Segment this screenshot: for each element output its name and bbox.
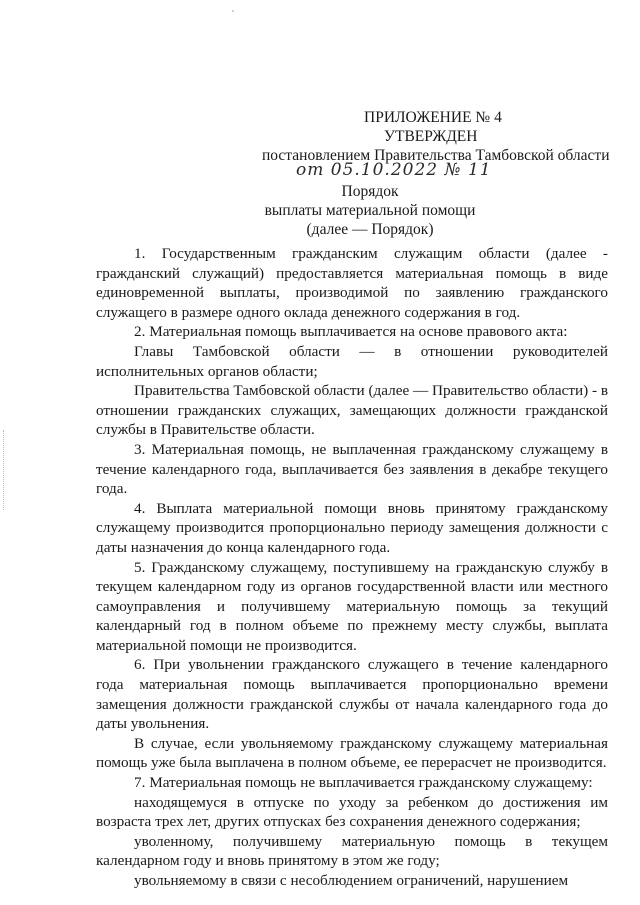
handwritten-date-number: от 05.10.2022 № 11 <box>296 160 492 180</box>
paragraph: В случае, если увольняемому гражданскому служащему материальная помощь уже была выплачена в полном объеме, ее перерасчет не производится. <box>96 734 608 772</box>
doc-title: Порядок <box>341 183 399 200</box>
document-body <box>96 244 608 891</box>
appendix-number: ПРИЛОЖЕНИЕ № 4 <box>364 109 502 126</box>
paragraph: 5. Гражданскому служащему, поступившему на гражданскую службу в текущем календарном году из органов государственной власти или местного самоуправления и получившему материальную помощь за текущий календарный год в полном объеме по прежнему месту службы, выплата материальной помощи не производится. <box>96 558 608 654</box>
scan-speck <box>232 10 234 12</box>
approved-label: УТВЕРЖДЕН <box>384 128 478 145</box>
paragraph: 6. При увольнении гражданского служащего в течение календарного года материальная помощь выплачивается пропорционально времени замещения должности гражданской службы от начала календарного года до даты увольнения. <box>96 656 608 733</box>
paragraph: Правительства Тамбовской области (далее — Правительство области) - в отношении гражданских служащих, замещающих должности гражданской службы в Правительстве области. <box>96 382 608 439</box>
doc-abbrev: (далее — Порядок) <box>306 221 434 238</box>
resolution-line: постановлением Правительства Тамбовской области <box>262 147 610 164</box>
paragraph: 2. Материальная помощь выплачивается на основе правового акта: <box>134 323 568 341</box>
paragraph: 3. Материальная помощь, не выплаченная гражданскому служащему в течение календарного года, выплачивается без заявления в декабре текущего года. <box>96 440 608 498</box>
paragraph: находящемуся в отпуске по уходу за ребенком до достижения им возраста трех лет, других отпусках без сохранения денежного содержания; <box>96 793 608 831</box>
paragraph: увольняемому в связи с несоблюдением ограничений, нарушением <box>134 872 569 889</box>
paragraph: уволенному, получившему материальную помощь в текущем календарном году и вновь принятому в этом же году; <box>96 832 608 870</box>
paragraph: 4. Выплата материальной помощи вновь принятому гражданскому служащему производится пропорционально периоду замещения должности с даты назначения до конца календарного года. <box>96 499 608 556</box>
paragraph: 1. Государственным гражданским служащим области (далее - гражданский служащий) предоставляется материальная помощь в виде единовременной выплаты, производимой по заявлению гражданского служащего в размере одного оклада денежного содержания в год. <box>96 245 608 321</box>
paragraph: Главы Тамбовской области — в отношении руководителей исполнительных органов области; <box>96 342 608 380</box>
doc-subtitle: выплаты материальной помощи <box>264 202 476 219</box>
margin-mark <box>3 430 6 510</box>
paragraph: 7. Материальная помощь не выплачивается гражданскому служащему: <box>134 774 593 792</box>
